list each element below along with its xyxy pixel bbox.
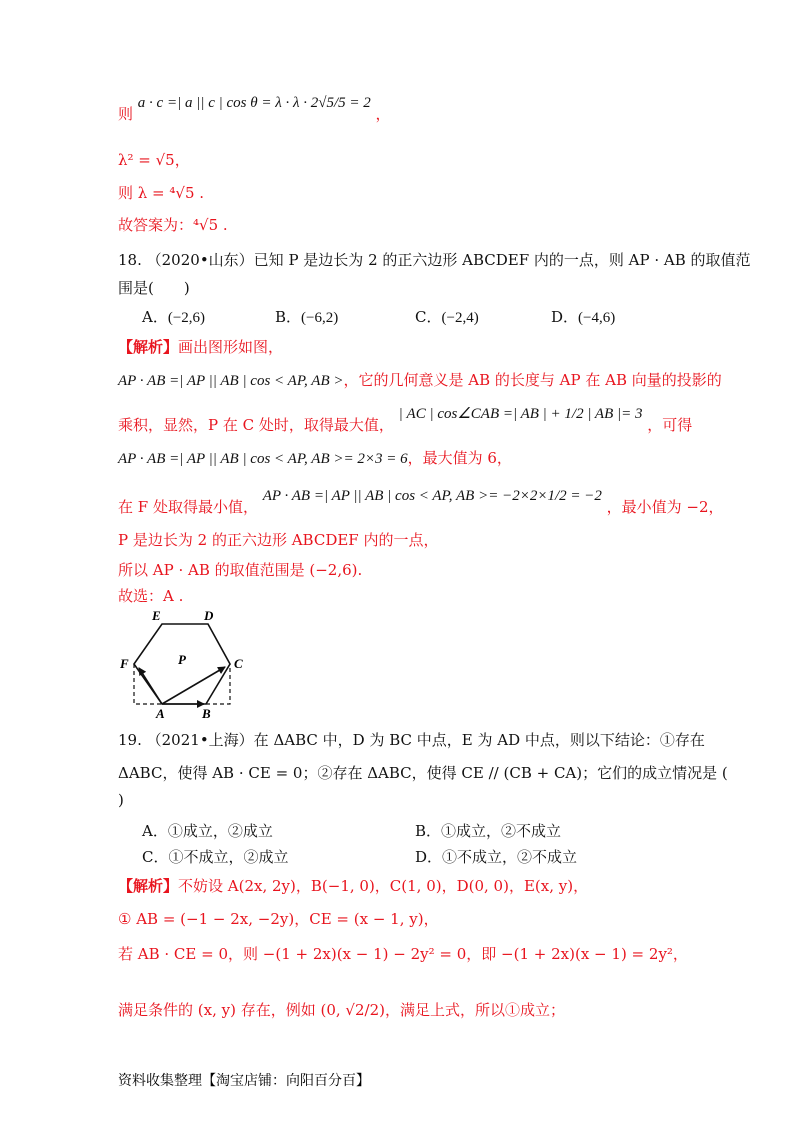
q19-option-a-label: A． — [142, 822, 168, 840]
q19-option-d-value: ①不成立，②不成立 — [442, 848, 578, 866]
label-f: F — [120, 656, 129, 671]
q18-analysis-2-math: AP · AB =| AP || AB | cos < AP, AB > — [118, 373, 344, 389]
q18-analysis-tag: 【解析】 — [118, 338, 179, 356]
q18-option-c-value: (−2,4) — [441, 310, 479, 326]
q19-option-c-label: C． — [142, 848, 169, 866]
q18-option-b-label: B． — [275, 308, 302, 326]
q19-analysis-line1 — [118, 876, 588, 896]
q18-analysis-line5 — [118, 488, 724, 518]
q18-option-b — [275, 307, 338, 328]
label-b: B — [202, 706, 211, 720]
q18-analysis-line7: 所以 AP · AB 的取值范围是 (−2,6). — [118, 561, 363, 579]
q18-option-a — [142, 307, 205, 328]
q18-stem-line2: 围是( ) — [118, 279, 190, 297]
q19-analysis-line3: 若 AB · CE = 0，则 −(1 + 2x)(x − 1) − 2y² = 0，即 −(1 + 2x)(x − 1) = 2y²， — [118, 945, 688, 963]
q18-analysis-line4 — [118, 448, 512, 469]
q19-analysis-line4: 满足条件的 (x, y) 存在，例如 (0, √2/2)，满足上式，所以①成立； — [118, 1001, 565, 1019]
q18-source: （2020•山东） — [146, 251, 254, 269]
q18-analysis-line6: P 是边长为 2 的正六边形 ABCDEF 内的一点， — [118, 531, 439, 549]
q19-number: 19. — [118, 731, 142, 749]
q19-option-c-value: ①不成立，②成立 — [168, 848, 289, 866]
q19-option-a-value: ①成立，②成立 — [167, 822, 273, 840]
q17-line3: 则 λ = ⁴√5 . — [118, 184, 205, 202]
label-d: D — [204, 608, 214, 623]
q18-option-b-value: (−6,2) — [301, 310, 339, 326]
vector-af — [139, 668, 162, 704]
q18-analysis-1: 画出图形如图， — [178, 338, 284, 356]
vector-ac — [162, 667, 225, 704]
q17-line1-math: a · c =| a || c | cos θ = λ · λ · 2√5/5 = 2 — [137, 95, 371, 111]
q17-line1 — [118, 95, 391, 125]
q18-option-d-label: D． — [551, 308, 579, 326]
q18-analysis-line3 — [118, 406, 693, 436]
label-c: C — [234, 656, 243, 671]
q18-analysis-4-math: AP · AB =| AP || AB | cos < AP, AB >= 2×3 = 6 — [118, 451, 408, 467]
q19-option-d-label: D． — [415, 848, 443, 866]
q19-option-a — [142, 821, 273, 841]
q18-option-d — [551, 307, 615, 328]
page-footer: 资料收集整理【淘宝店铺：向阳百分百】 — [118, 1073, 370, 1089]
q18-option-c — [415, 307, 479, 328]
q19-option-b-label: B． — [415, 822, 442, 840]
q18-analysis-line2 — [118, 370, 722, 391]
q18-analysis-3-text: 乘积，显然，P 在 C 处时，取得最大值， — [118, 416, 394, 434]
q18-option-d-value: (−4,6) — [578, 310, 616, 326]
hexagon-figure — [118, 608, 258, 720]
q18-option-a-value: (−2,6) — [167, 310, 206, 326]
q19-option-c — [142, 847, 289, 867]
q17-line1-suffix: ， — [375, 105, 391, 123]
q19-analysis-tag: 【解析】 — [118, 877, 179, 895]
q19-stem-line2: ΔABC，使得 AB · CE = 0；②存在 ΔABC，使得 CE // (CB + CA)；它们的成立情况是 ( — [118, 764, 728, 782]
q19-analysis-line2: ① AB = (−1 − 2x, −2y)，CE = (x − 1, y)， — [118, 910, 439, 928]
q19-option-b-value: ①成立，②不成立 — [441, 822, 562, 840]
q19-stem-1: 在 ΔABC 中，D 为 BC 中点，E 为 AD 中点，则以下结论：①存在 — [253, 731, 705, 749]
q18-number: 18. — [118, 251, 142, 269]
q19-option-d — [415, 847, 577, 867]
q18-analysis-4-text: ，最大值为 6， — [407, 449, 512, 467]
q18-analysis-2-text: ，它的几何意义是 AB 的长度与 AP 在 AB 向量的投影的 — [343, 371, 722, 389]
q18-analysis-5-text: 在 F 处取得最小值， — [118, 498, 258, 516]
q18-analysis-3-suffix: ，可得 — [647, 416, 693, 434]
q18-choice: 故选：A . — [118, 587, 184, 605]
q18-analysis-line1 — [118, 337, 283, 357]
q18-analysis-3-math: | AC | cos∠CAB =| AB | + 1/2 | AB |= 3 — [398, 406, 643, 422]
q18-analysis-5-suffix: ，最小值为 −2， — [606, 498, 724, 516]
q18-stem-line1 — [118, 250, 751, 270]
q18-stem-1: 已知 P 是边长为 2 的正六边形 ABCDEF 内的一点，则 AP · AB 的取值范 — [253, 251, 751, 269]
q18-option-a-label: A． — [142, 308, 168, 326]
q19-stem-line3: ) — [118, 791, 124, 809]
q18-analysis-5-math: AP · AB =| AP || AB | cos < AP, AB >= −2×2×1/2 = −2 — [262, 488, 602, 504]
q19-stem-line1 — [118, 730, 705, 750]
q19-analysis-1: 不妨设 A(2x, 2y)，B(−1, 0)，C(1, 0)，D(0, 0)，E(x, y)， — [178, 877, 589, 895]
label-p: P — [178, 652, 186, 667]
label-e: E — [152, 608, 161, 623]
label-a: A — [156, 706, 165, 720]
q18-option-c-label: C． — [415, 308, 442, 326]
q19-source: （2021•上海） — [146, 731, 254, 749]
q19-option-b — [415, 821, 561, 841]
q17-line2: λ² = √5， — [118, 151, 190, 169]
q17-answer: 故答案为：⁴√5 . — [118, 216, 228, 234]
q17-line1-prefix: 则 — [118, 105, 134, 123]
